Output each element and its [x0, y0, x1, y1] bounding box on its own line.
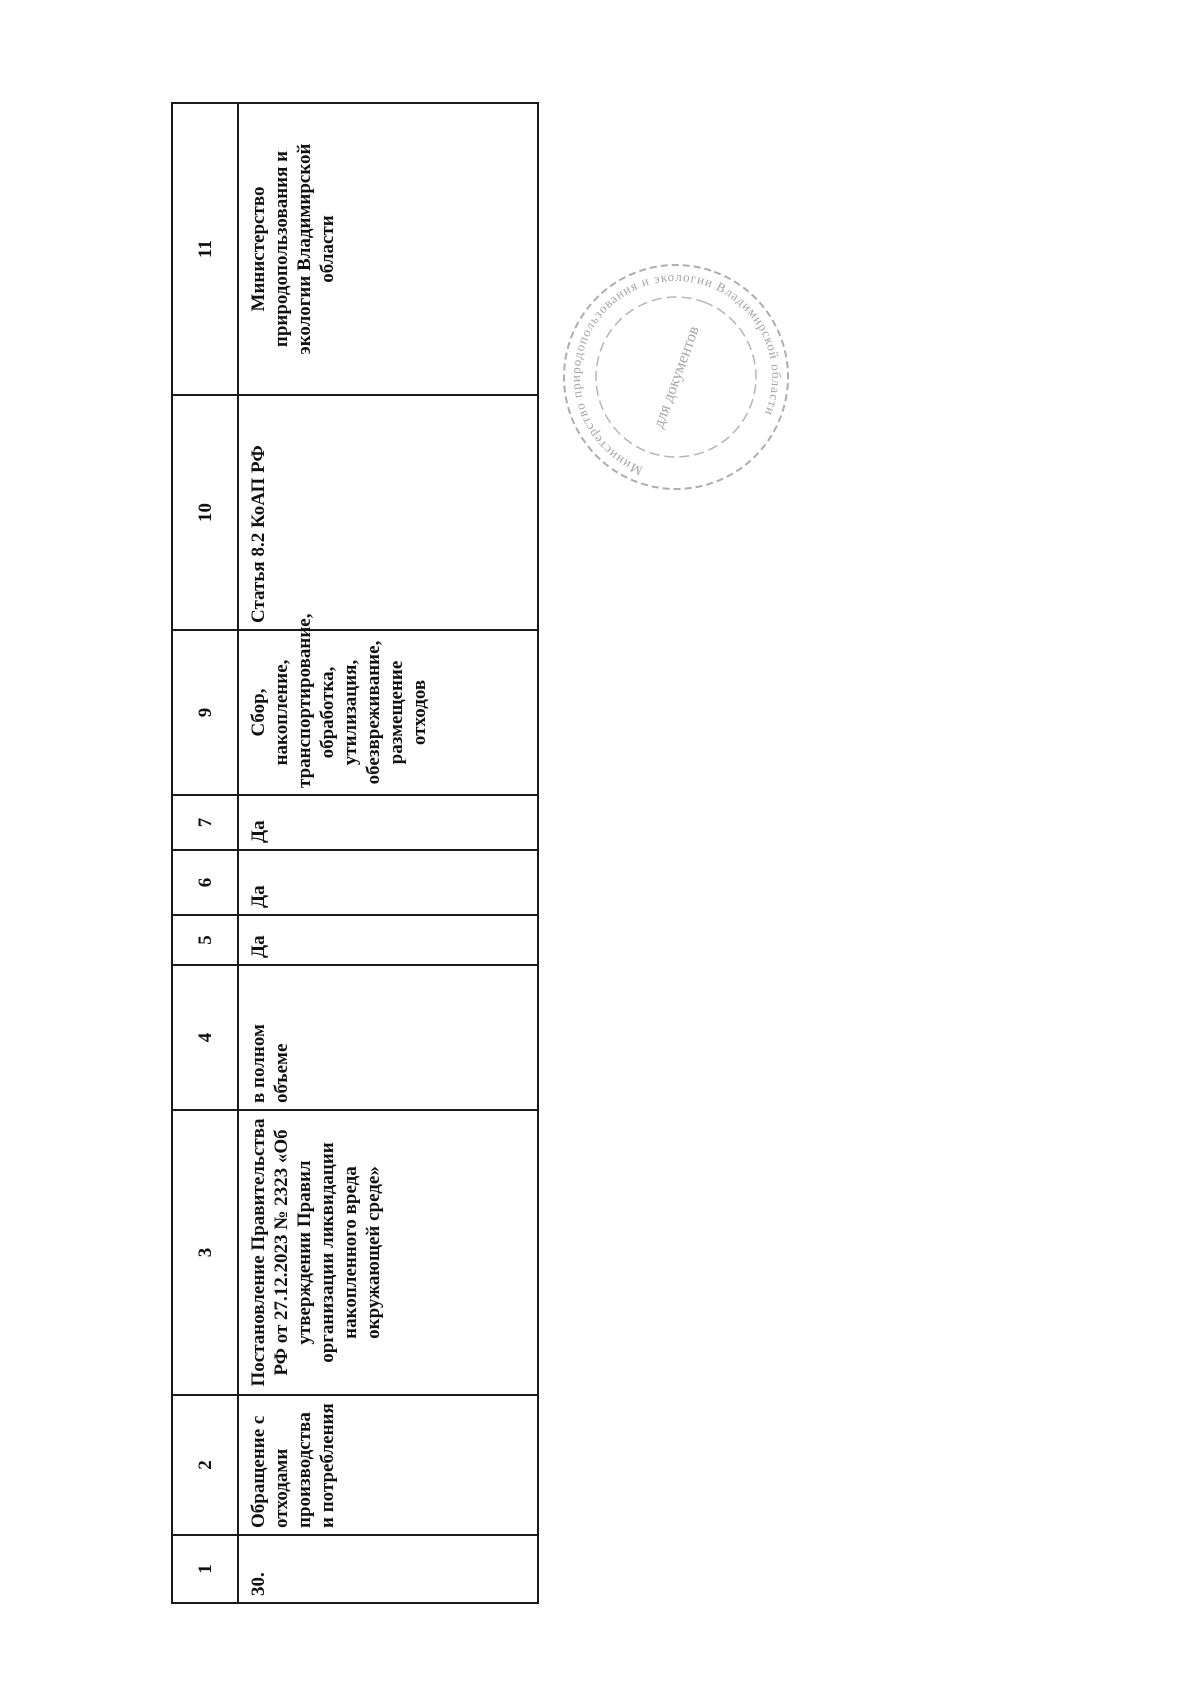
flag-cell-5: Да: [238, 915, 538, 965]
activity-type-cell: Обращение с отходами производства и потребления: [238, 1395, 538, 1535]
authority-cell: Министерство природопользования и экологии Владимирской области: [238, 103, 538, 395]
flag-cell-6: Да: [238, 850, 538, 915]
liability-article-cell: Статья 8.2 КоАП РФ: [238, 395, 538, 630]
requirements-table: [171, 102, 539, 1604]
table-header-row: [172, 103, 238, 1603]
header-cell-3: 3: [172, 1110, 238, 1395]
header-cell-5: 5: [172, 915, 238, 965]
header-cell-9: 9: [172, 630, 238, 795]
seal-center-text: для документов: [650, 323, 703, 431]
table-row: [238, 103, 538, 1603]
header-cell-10: 10: [172, 395, 238, 630]
header-cell-6: 6: [172, 850, 238, 915]
activities-cell: Сбор, накопление, транспортирование, обработка, утилизация, обезвреживание, размещение отходов: [238, 630, 538, 795]
official-seal-stamp: [556, 262, 796, 492]
header-cell-1: 1: [172, 1535, 238, 1603]
header-cell-7: 7: [172, 795, 238, 850]
rotated-table-container: [171, 104, 539, 1604]
header-cell-4: 4: [172, 965, 238, 1110]
seal-ring-text: Министерство природопользования и экологии Владимирской области: [567, 268, 785, 479]
header-cell-2: 2: [172, 1395, 238, 1535]
flag-cell-7: Да: [238, 795, 538, 850]
row-number-cell: 30.: [238, 1535, 538, 1603]
header-cell-11: 11: [172, 103, 238, 395]
scope-cell: в полном объеме: [238, 965, 538, 1110]
legal-act-cell: Постановление Правительства РФ от 27.12.2023 № 2323 «Об утверждении Правил организации ликвидации накопленного вреда окружающей среде»: [238, 1110, 538, 1395]
